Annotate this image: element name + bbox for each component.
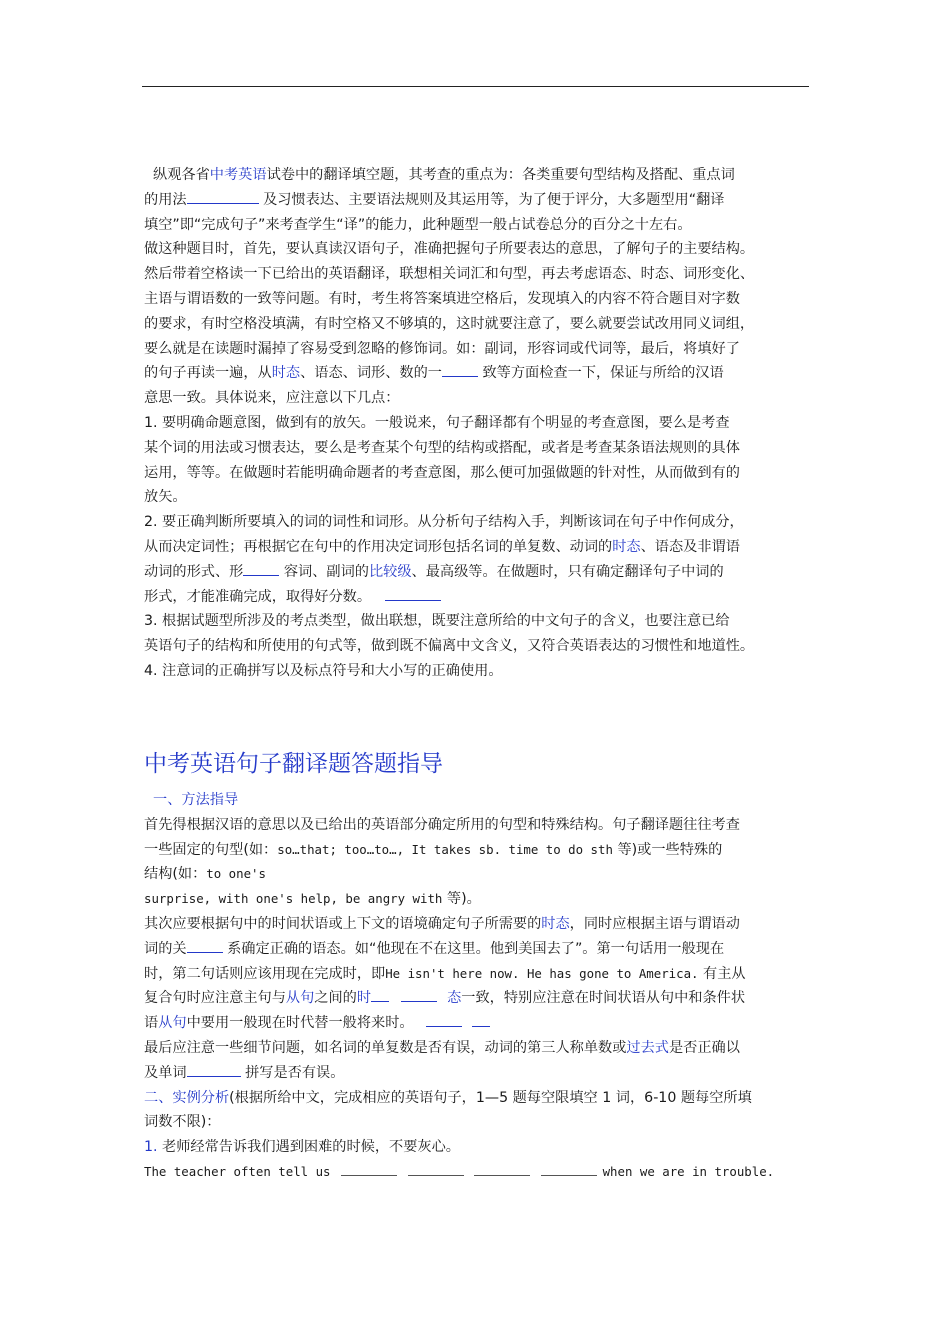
text-line: 意思一致。具体说来，应注意以下几点： — [144, 390, 400, 407]
text: 、语态及非谓语 — [640, 538, 740, 555]
point-1: 1. 要明确命题意图，做到有的放矢。一般说来，句子翻译都有个明显的考查意图，要么是考查 — [144, 414, 730, 431]
text-line: 填空”即“完成句子”来考查学生“译”的能力，此种题型一般占试卷总分的百分之十左右。 — [144, 216, 692, 233]
blank-line — [187, 1062, 241, 1077]
text-line: 首先得根据汉语的意思以及已给出的英语部分确定所用的句型和特殊结构。句子翻译题往往考查 — [144, 816, 740, 833]
text: 的用法 — [144, 191, 187, 208]
text: (根据所给中文，完成相应的英语句子，1—5 题每空限填空 1 词，6-10 题每空所填 — [229, 1089, 752, 1106]
example-sentence: when we are in trouble. — [602, 1163, 775, 1179]
blank-line — [426, 1012, 462, 1027]
text: 等)或一些特殊的 — [612, 841, 723, 858]
text: 一些固定的句型(如： — [144, 841, 278, 858]
text: 形式，才能准确完成，取得好分数。 — [144, 588, 372, 605]
text-line: 放矢。 — [144, 489, 187, 506]
link-clause[interactable]: 从句 — [158, 1015, 187, 1032]
text: 有主从 — [698, 965, 746, 982]
text: 、最高级等。在做题时，只有确定翻译句子中词的 — [411, 563, 724, 580]
link-comparative[interactable]: 比较级 — [368, 563, 412, 580]
guide-section — [144, 788, 810, 1185]
text-line: 某个词的用法或习惯表达，要么是考查某个句型的结构或搭配，或者是考查某条语法规则的具体 — [144, 439, 740, 456]
link-tense-part[interactable]: 时 — [356, 990, 372, 1007]
text: ，同时应根据主语与谓语动 — [569, 915, 740, 932]
text: 纵观各省 — [153, 167, 210, 183]
text: 复合句时应注意主句与 — [144, 990, 286, 1007]
link-tense-part[interactable]: 态 — [447, 990, 462, 1007]
text: He isn't here now. He has gone to America. — [385, 965, 699, 981]
text: 、语态、词形、数的一 — [300, 365, 442, 382]
link-tense[interactable]: 时态 — [612, 538, 641, 555]
blank-line — [371, 987, 389, 1002]
link-past-tense[interactable]: 过去式 — [626, 1039, 669, 1056]
example-number: 1. — [144, 1139, 158, 1156]
text: 容词、副词的 — [279, 563, 369, 580]
blank-line — [187, 938, 223, 953]
text-line: 要么就是在读题时漏掉了容易受到忽略的修饰词。如：副词，形容词或代词等，最后，将填好了 — [144, 340, 740, 357]
answer-blank[interactable] — [541, 1162, 597, 1176]
link-tense[interactable]: 时态 — [541, 915, 570, 932]
text: 动词的形式、形 — [144, 563, 244, 580]
text: 之间的 — [314, 990, 357, 1007]
link-zhongkao-english[interactable]: 中考英语 — [209, 167, 267, 183]
text: 拼写是否有误。 — [240, 1064, 345, 1081]
header-rule — [142, 86, 809, 87]
link-clause[interactable]: 从句 — [285, 990, 315, 1007]
blank-line — [243, 561, 279, 576]
text: 系确定正确的语态。如“他现在不在这里。他到美国去了”。第一句话用一般现在 — [222, 940, 725, 957]
example-sentence: The teacher often tell us — [144, 1163, 331, 1179]
text: 是否正确以 — [668, 1039, 740, 1056]
blank-line — [401, 987, 437, 1002]
blank-line — [187, 189, 259, 204]
text: 最后应注意一些细节问题，如名词的单复数是否有误，动词的第三人称单数或 — [144, 1039, 627, 1056]
point-4: 4. 注意词的正确拼写以及标点符号和大小写的正确使用。 — [144, 662, 503, 679]
text: 致等方面检查一下，保证与所给的汉语 — [477, 365, 724, 382]
text: surprise, with one's help, be angry with — [144, 891, 443, 907]
subsection-heading: 二、实例分析 — [144, 1089, 230, 1106]
text-line: 词数不限)： — [144, 1114, 221, 1131]
link-tense[interactable]: 时态 — [271, 365, 301, 382]
intro-paragraph — [144, 163, 810, 684]
text-line: 英语句子的结构和所使用的句式等，做到既不偏离中文含义，又符合英语表达的习惯性和地道性。 — [144, 638, 755, 655]
text: 及单词 — [144, 1064, 187, 1081]
text: 老师经常告诉我们遇到困难的时候，不要灰心。 — [157, 1139, 460, 1156]
text: 时，第二句话则应该用现在完成时，即 — [144, 965, 386, 982]
answer-blank[interactable] — [408, 1162, 464, 1176]
answer-blank[interactable] — [341, 1162, 397, 1176]
section-title: 中考英语句子翻译题答题指导 — [144, 751, 443, 777]
blank-line — [442, 362, 478, 377]
text: 及习惯表达、主要语法规则及其运用等，为了便于评分，大多题型用“翻译 — [258, 191, 725, 208]
text: 其次应要根据句中的时间状语或上下文的语境确定句子所需要的 — [144, 915, 542, 932]
blank-line — [472, 1012, 490, 1027]
text: 的句子再读一遍，从 — [144, 365, 272, 382]
text: 等)。 — [442, 891, 481, 908]
text: 中要用一般现在时代替一般将来时。 — [186, 1015, 414, 1032]
text: to one's — [206, 866, 266, 882]
text-line: 做这种题目时，首先，要认真读汉语句子，准确把握句子所要表达的意思，了解句子的主要结构。 — [144, 241, 755, 258]
text-line: 运用，等等。在做题时若能明确命题者的考查意图，那么便可加强做题的针对性，从而做到有的 — [144, 464, 740, 481]
text: 试卷中的翻译填空题，其考查的重点为：各类重要句型结构及搭配、重点词 — [266, 167, 735, 183]
text: 从而决定词性；再根据它在句中的作用决定词形包括名词的单复数、动词的 — [144, 538, 613, 555]
text-line: 的要求，有时空格没填满，有时空格又不够填的，这时就要注意了，要么就要尝试改用同义词组， — [144, 315, 755, 332]
text: 一致，特别应注意在时间状语从句中和条件状 — [461, 990, 746, 1007]
text: 词的关 — [144, 940, 187, 957]
text: so…that; too…to…, It takes sb. time to do sth — [277, 841, 613, 857]
subsection-heading: 一、方法指导 — [153, 792, 239, 808]
point-2: 2. 要正确判断所要填入的词的词性和词形。从分析句子结构入手，判断该词在句子中作何成分， — [144, 514, 744, 531]
text-line: 然后带着空格读一下已给出的英语翻译，联想相关词汇和句型，再去考虑语态、时态、词形变化、 — [144, 266, 755, 283]
answer-blank[interactable] — [474, 1162, 530, 1176]
text: 语 — [144, 1015, 159, 1032]
point-3: 3. 根据试题型所涉及的考点类型，做出联想，既要注意所给的中文句子的含义，也要注意已给 — [144, 613, 730, 630]
text: 结构(如： — [144, 866, 207, 883]
text-line: 主语与谓语数的一致等问题。有时，考生将答案填进空格后，发现填入的内容不符合题目对字数 — [144, 290, 740, 307]
blank-line — [385, 586, 441, 601]
